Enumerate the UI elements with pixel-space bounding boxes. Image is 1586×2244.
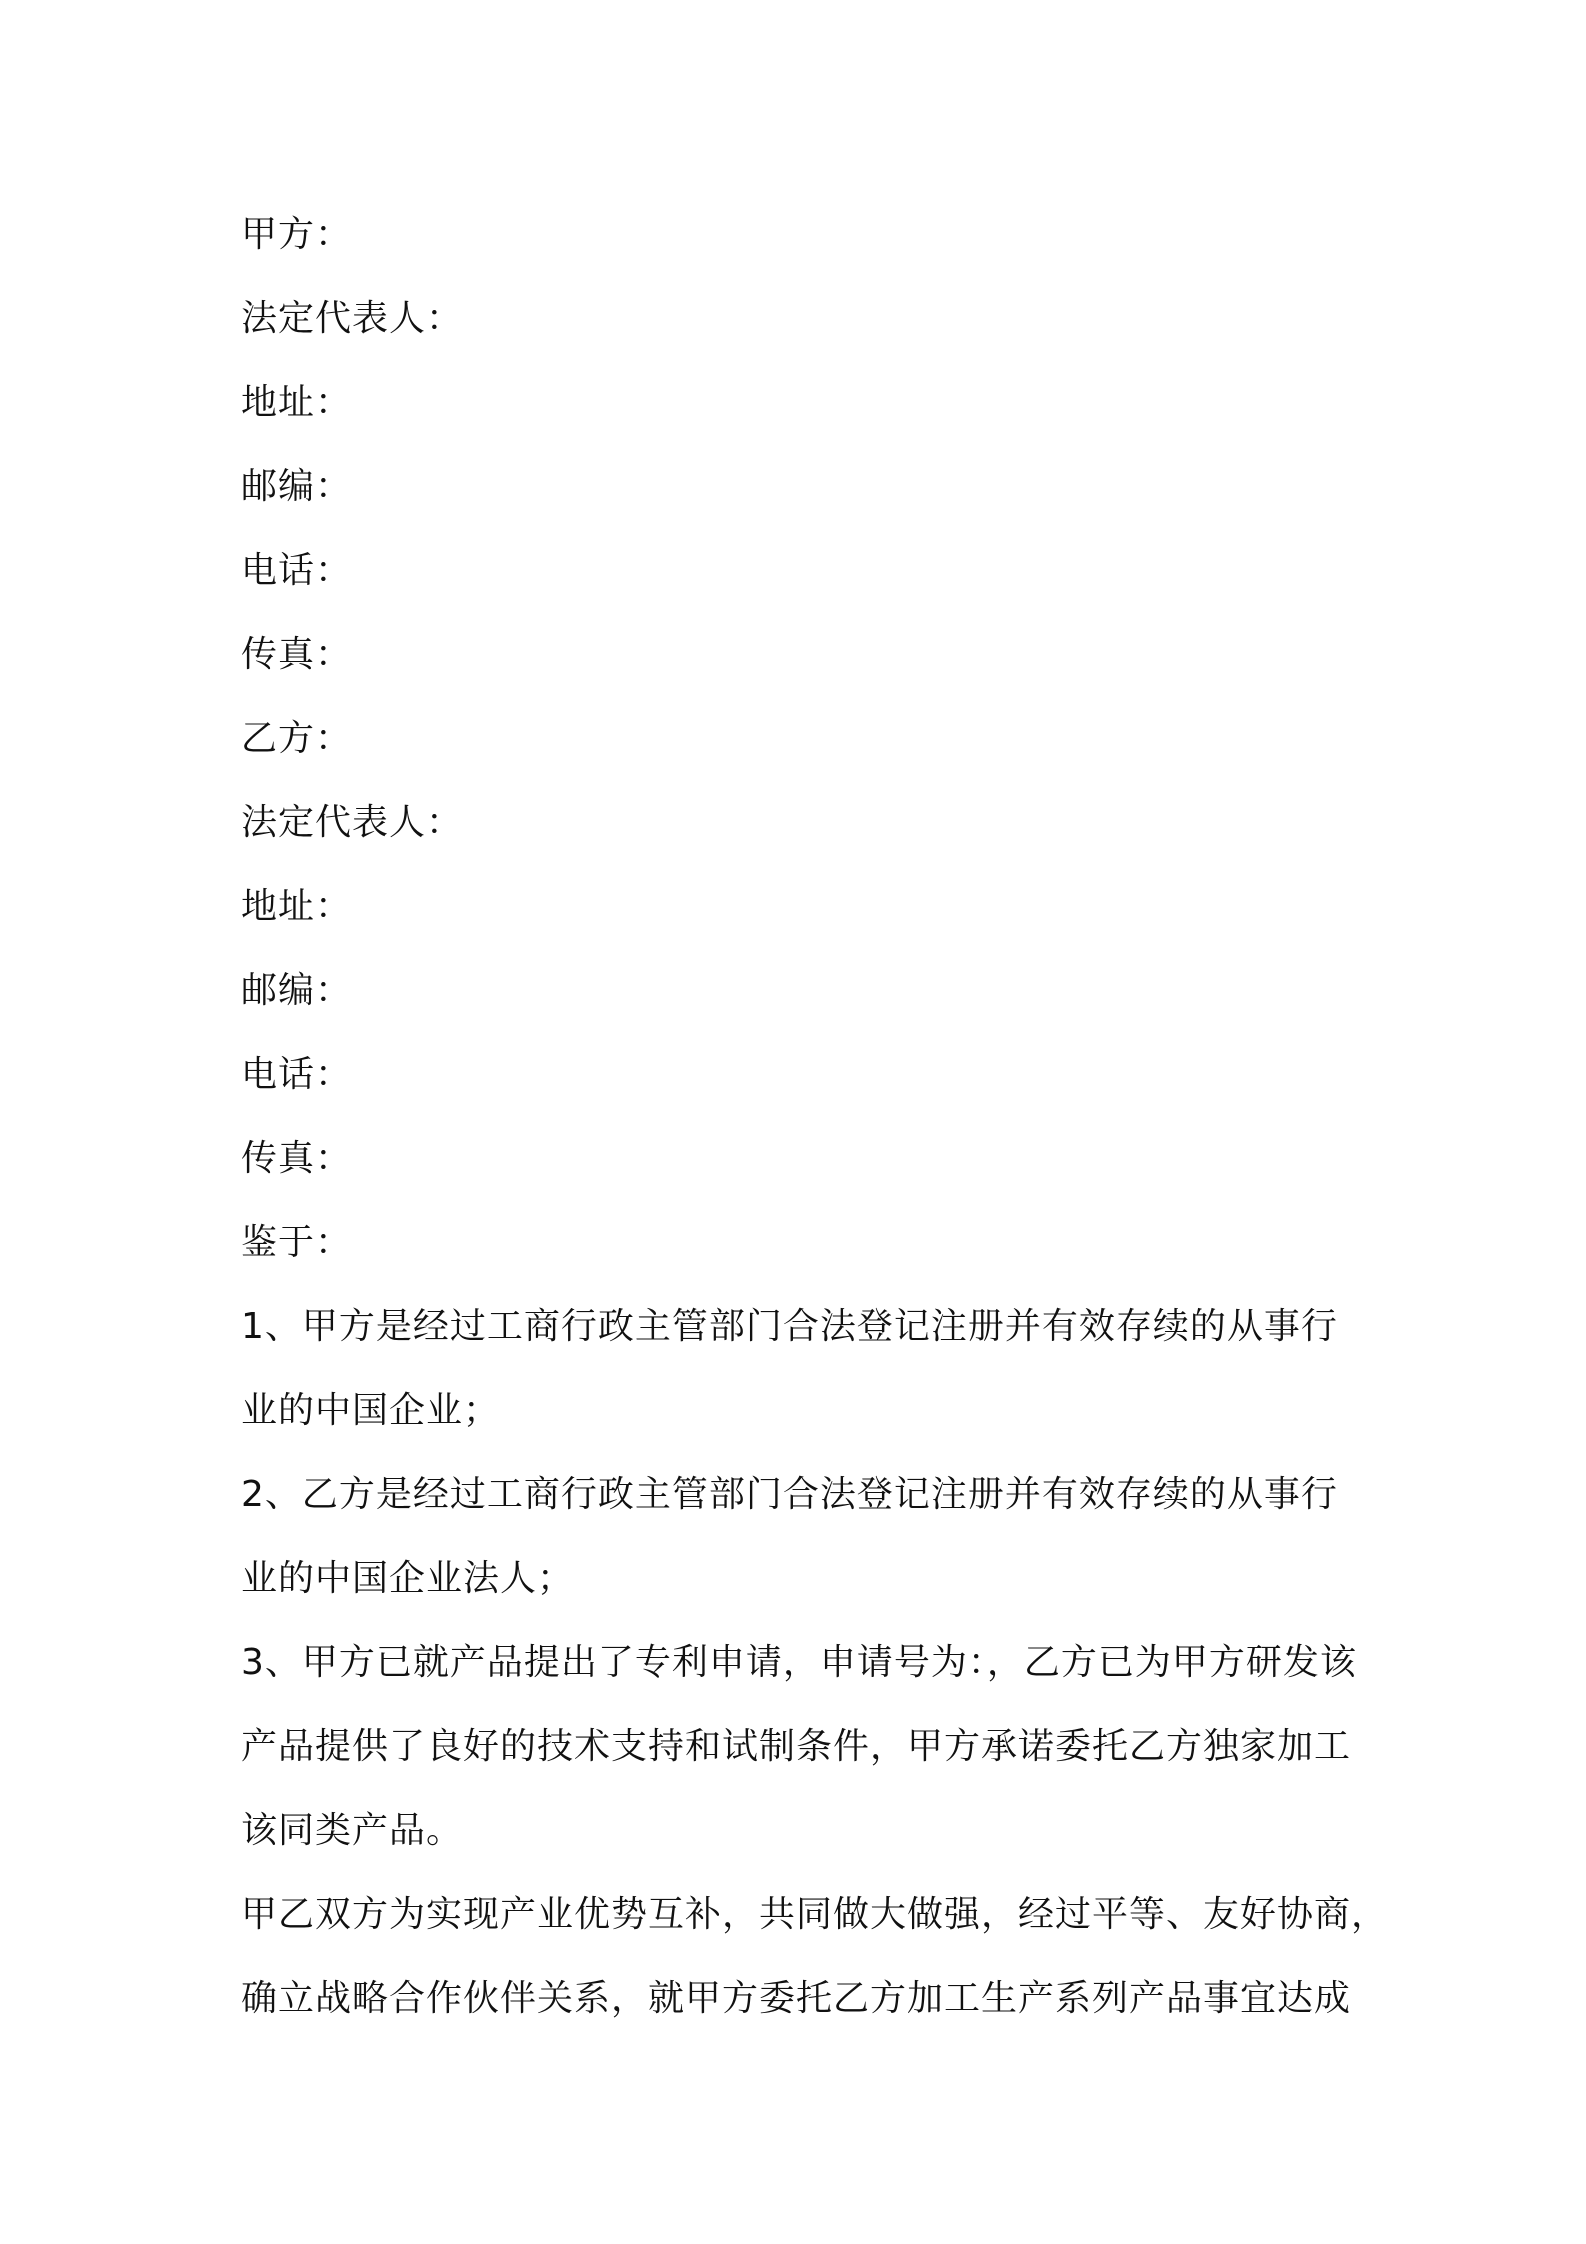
whereas-clause-2 bbox=[241, 1453, 1361, 1621]
party-b-fax: 传真： bbox=[241, 1138, 353, 1179]
party-a-representative: 法定代表人： bbox=[241, 298, 464, 339]
clause-line: 业的中国企业； bbox=[241, 1390, 501, 1431]
party-a-phone: 电话： bbox=[241, 550, 353, 591]
party-b-postcode: 邮编： bbox=[241, 970, 353, 1011]
clause-line: 该同类产品。 bbox=[241, 1810, 464, 1851]
preamble-line: 甲乙双方为实现产业优势互补，共同做大做强，经过平等、友好协商， bbox=[241, 1894, 1389, 1935]
whereas-heading: 鉴于： bbox=[241, 1222, 353, 1263]
whereas-clause-1 bbox=[241, 1285, 1361, 1453]
party-b-phone: 电话： bbox=[241, 1054, 353, 1095]
party-a-block bbox=[241, 193, 1361, 697]
party-b-label: 乙方： bbox=[241, 718, 353, 759]
clause-line: 3、甲方已就产品提出了专利申请，申请号为：，乙方已为甲方研发该 bbox=[241, 1642, 1357, 1683]
whereas-section bbox=[241, 1201, 1361, 1873]
whereas-clause-3 bbox=[241, 1621, 1361, 1873]
party-b-block bbox=[241, 697, 1361, 1201]
party-b-representative: 法定代表人： bbox=[241, 802, 464, 843]
party-a-address: 地址： bbox=[241, 382, 353, 423]
party-a-fax: 传真： bbox=[241, 634, 353, 675]
preamble-paragraph bbox=[241, 1873, 1389, 2041]
clause-line: 产品提供了良好的技术支持和试制条件，甲方承诺委托乙方独家加工 bbox=[241, 1726, 1352, 1767]
clause-line: 2、乙方是经过工商行政主管部门合法登记注册并有效存续的从事行 bbox=[241, 1474, 1338, 1515]
clause-line: 业的中国企业法人； bbox=[241, 1558, 575, 1599]
preamble-line: 确立战略合作伙伴关系，就甲方委托乙方加工生产系列产品事宜达成 bbox=[241, 1978, 1352, 2019]
party-a-postcode: 邮编： bbox=[241, 466, 353, 507]
clause-line: 1、甲方是经过工商行政主管部门合法登记注册并有效存续的从事行 bbox=[241, 1306, 1338, 1347]
party-b-address: 地址： bbox=[241, 886, 353, 927]
party-a-label: 甲方： bbox=[241, 214, 353, 255]
contract-body bbox=[241, 193, 1389, 2041]
